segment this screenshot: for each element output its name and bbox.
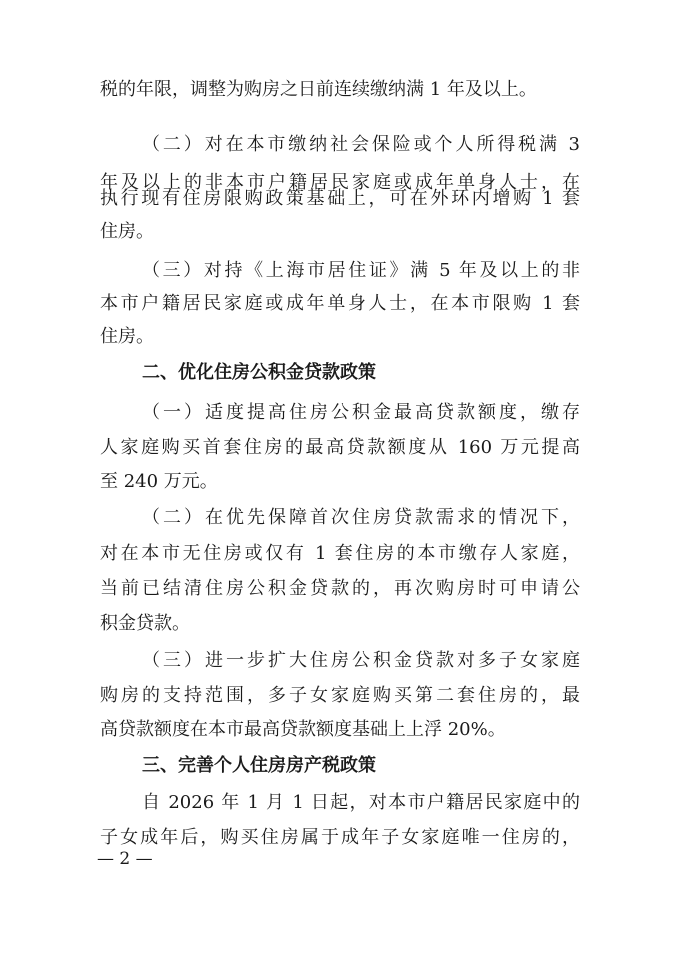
text-line: 住房。	[100, 326, 154, 347]
text-line: 当前已结清住房公积金贷款的，再次购房时可申请公	[100, 578, 580, 599]
text-line: 高贷款额度在本市最高贷款额度基础上上浮 20%。	[100, 719, 506, 740]
text-line: （二）在优先保障首次住房贷款需求的情况下，	[142, 507, 580, 528]
page-number: — 2 —	[97, 849, 153, 869]
text-line: （二）对在本市缴纳社会保险或个人所得税满 3	[142, 134, 580, 155]
text-line: 至 240 万元。	[100, 471, 218, 492]
section-heading: 三、完善个人住房房产税政策	[142, 755, 376, 776]
text-line: 子女成年后，购买住房属于成年子女家庭唯一住房的，	[100, 827, 580, 848]
text-line: 对在本市无住房或仅有 1 套住房的本市缴存人家庭，	[100, 543, 580, 564]
text-line: 自 2026 年 1 月 1 日起，对本市户籍居民家庭中的	[142, 792, 580, 813]
text-line: 年及以上的非本市户籍居民家庭或成年单身人士，在	[100, 172, 580, 193]
text-line: 人家庭购买首套住房的最高贷款额度从 160 万元提高	[100, 437, 580, 458]
text-line: （三）进一步扩大住房公积金贷款对多子女家庭	[142, 650, 580, 671]
text-line: （一）适度提高住房公积金最高贷款额度，缴存	[142, 402, 580, 423]
text-line: 本市户籍居民家庭或成年单身人士，在本市限购 1 套	[100, 293, 580, 314]
text-line: 税的年限，调整为购房之日前连续缴纳满 1 年及以上。	[100, 79, 537, 100]
text-line: 购房的支持范围，多子女家庭购买第二套住房的，最	[100, 685, 580, 706]
text-line: 积金贷款。	[100, 613, 190, 634]
text-line: （三）对持《上海市居住证》满 5 年及以上的非	[142, 260, 580, 281]
text-line: 住房。	[100, 221, 154, 242]
section-heading: 二、优化住房公积金贷款政策	[142, 362, 376, 383]
text-line: 执行现有住房限购政策基础上，可在外环内增购 1 套	[100, 188, 580, 209]
